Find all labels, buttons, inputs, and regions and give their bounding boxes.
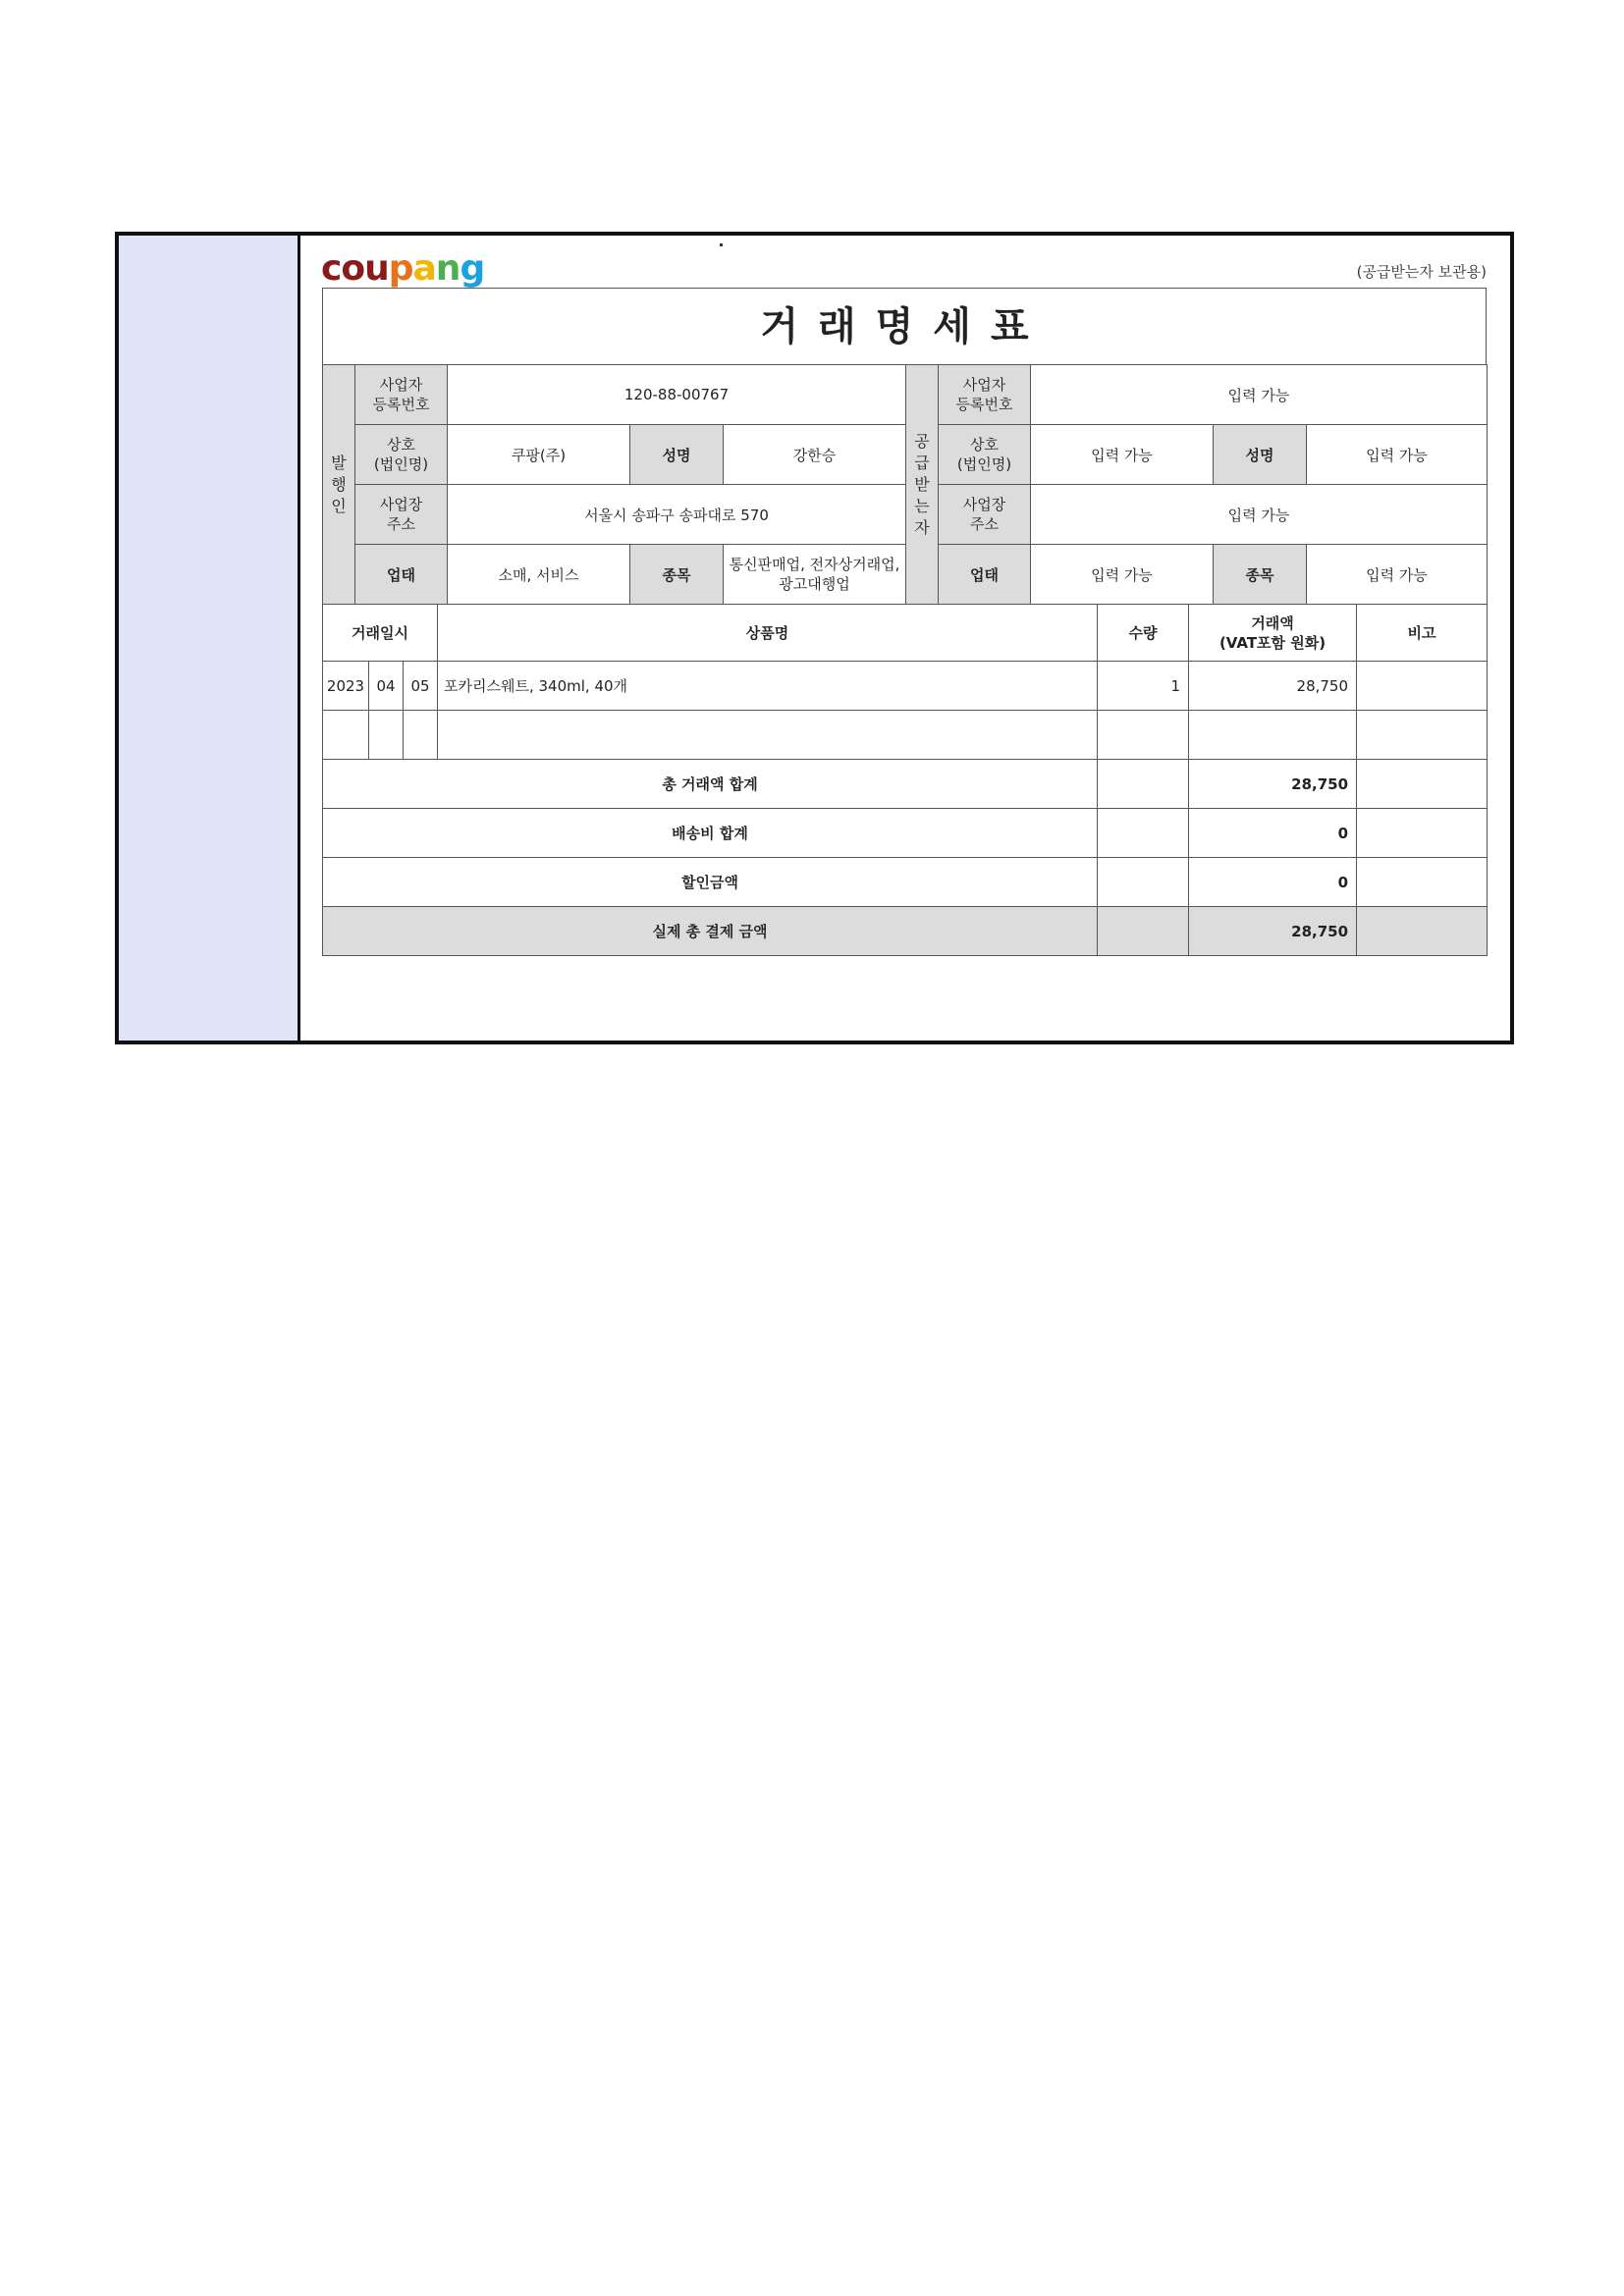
total-label: 총 거래액 합계 [323, 760, 1098, 809]
date-header: 거래일시 [323, 605, 438, 662]
item-day: 05 [404, 662, 438, 711]
issuer-reg-no: 120-88-00767 [448, 365, 906, 425]
label-line: 상호 [387, 436, 415, 454]
empty-cell [1357, 711, 1488, 760]
char: 행 [331, 474, 347, 494]
char: 받 [914, 474, 930, 494]
amount-header [1189, 605, 1357, 662]
logo-letter: a [412, 248, 436, 289]
issuer-name-label: 성명 [630, 425, 724, 485]
empty-cell [438, 711, 1098, 760]
issuer-biz-item-label: 종목 [630, 545, 724, 605]
receiver-reg-no-label [939, 365, 1031, 425]
item-product: 포카리스웨트, 340ml, 40개 [438, 662, 1098, 711]
char: 급 [914, 453, 930, 472]
document-frame [115, 232, 1514, 1044]
label-line: (법인명) [373, 455, 429, 473]
shipping-row [323, 809, 1488, 858]
side-panel [119, 236, 300, 1041]
empty-cell [1357, 858, 1488, 907]
empty-cell [1098, 711, 1189, 760]
receiver-company-label [939, 425, 1031, 485]
empty-cell [1098, 809, 1189, 858]
empty-cell [1098, 760, 1189, 809]
empty-cell [1357, 907, 1488, 956]
table-row-empty [323, 711, 1488, 760]
discount-label: 할인금액 [323, 858, 1098, 907]
char: 인 [331, 496, 347, 515]
issuer-reg-no-label [355, 365, 448, 425]
label-line: 주소 [387, 515, 415, 533]
note-header: 비고 [1357, 605, 1488, 662]
item-month: 04 [369, 662, 404, 711]
issuer-name: 강한승 [724, 425, 906, 485]
items-table [322, 604, 1488, 956]
char: 는 [914, 496, 930, 515]
logo-letter: g [460, 248, 485, 289]
label-line: 주소 [970, 515, 999, 533]
receiver-company-field[interactable]: 입력 가능 [1031, 425, 1214, 485]
char: 자 [914, 517, 930, 537]
empty-cell [1098, 907, 1189, 956]
issuer-address: 서울시 송파구 송파대로 570 [448, 485, 906, 545]
receiver-address-label [939, 485, 1031, 545]
char: 공 [914, 431, 930, 451]
stray-dot [720, 243, 723, 246]
empty-cell [323, 711, 369, 760]
receiver-address-field[interactable]: 입력 가능 [1031, 485, 1488, 545]
logo-letter: c [321, 248, 342, 289]
item-amount: 28,750 [1189, 662, 1357, 711]
discount-value: 0 [1189, 858, 1357, 907]
document-title: 거래명세표 [322, 288, 1487, 364]
party-table [322, 364, 1488, 605]
qty-header: 수량 [1098, 605, 1189, 662]
receiver-side-label [906, 365, 939, 605]
label-line: 사업자 [962, 376, 1006, 394]
logo-letter: u [364, 248, 389, 289]
header-line: (VAT포함 원화) [1218, 633, 1326, 652]
label-line: (법인명) [956, 455, 1012, 473]
logo-letter: n [435, 248, 460, 289]
receiver-biz-type-field[interactable]: 입력 가능 [1031, 545, 1214, 605]
label-line: 사업장 [962, 496, 1006, 513]
label-line: 사업자 [379, 376, 423, 394]
logo-letter: o [341, 248, 365, 289]
empty-cell [369, 711, 404, 760]
label-line: 등록번호 [955, 396, 1013, 413]
receiver-biz-item-label: 종목 [1214, 545, 1307, 605]
receiver-reg-no-field[interactable]: 입력 가능 [1031, 365, 1488, 425]
item-qty: 1 [1098, 662, 1189, 711]
receiver-name-field[interactable]: 입력 가능 [1307, 425, 1488, 485]
shipping-label: 배송비 합계 [323, 809, 1098, 858]
shipping-value: 0 [1189, 809, 1357, 858]
final-row [323, 907, 1488, 956]
final-value: 28,750 [1189, 907, 1357, 956]
empty-cell [404, 711, 438, 760]
header-line: 거래액 [1251, 614, 1294, 632]
char: 발 [331, 453, 347, 472]
issuer-side-label [323, 365, 355, 605]
coupang-logo [321, 247, 484, 291]
issuer-company-label [355, 425, 448, 485]
issuer-biz-type-label: 업태 [355, 545, 448, 605]
issuer-company: 쿠팡(주) [448, 425, 630, 485]
receiver-biz-type-label: 업태 [939, 545, 1031, 605]
empty-cell [1098, 858, 1189, 907]
value-line: 광고대행업 [779, 575, 850, 593]
empty-cell [1357, 809, 1488, 858]
label-line: 사업장 [379, 496, 423, 513]
issuer-biz-type: 소매, 서비스 [448, 545, 630, 605]
total-row [323, 760, 1488, 809]
label-line: 등록번호 [372, 396, 430, 413]
table-row [323, 662, 1488, 711]
discount-row [323, 858, 1488, 907]
final-label: 실제 총 결제 금액 [323, 907, 1098, 956]
statement [322, 288, 1487, 956]
empty-cell [1189, 711, 1357, 760]
logo-letter: p [388, 248, 413, 289]
label-line: 상호 [970, 436, 999, 454]
value-line: 통신판매업, 전자상거래업, [729, 556, 900, 573]
issuer-biz-item [724, 545, 906, 605]
item-note [1357, 662, 1488, 711]
total-value: 28,750 [1189, 760, 1357, 809]
copy-label: (공급받는자 보관용) [1356, 263, 1487, 281]
item-year: 2023 [323, 662, 369, 711]
receiver-name-label: 성명 [1214, 425, 1307, 485]
receiver-biz-item-field[interactable]: 입력 가능 [1307, 545, 1488, 605]
issuer-address-label [355, 485, 448, 545]
product-header: 상품명 [438, 605, 1098, 662]
empty-cell [1357, 760, 1488, 809]
